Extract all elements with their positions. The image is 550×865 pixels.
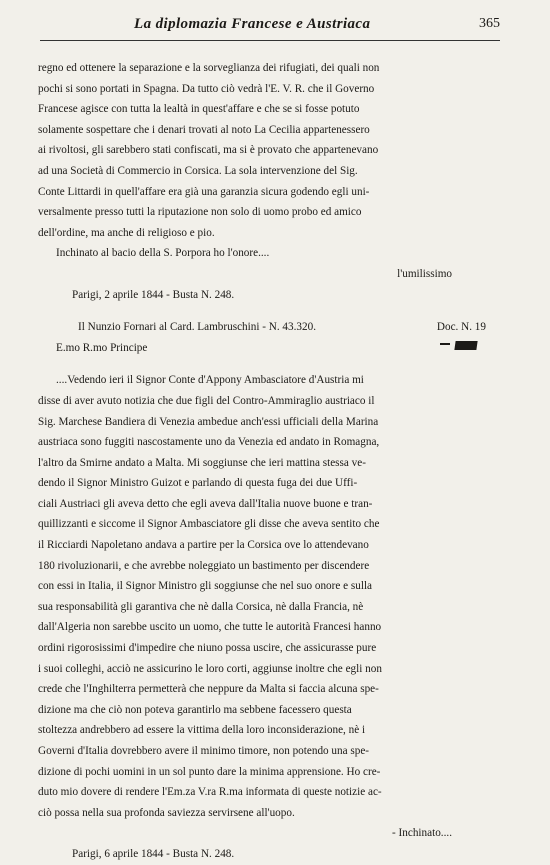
page-number: 365 [479,16,500,31]
text-line: stoltezza andrebbero ad essere la vittima della loro inconsiderazione, nè i [38,724,366,737]
text-line: ad una Società di Commercio in Corsica. La sola intervenzione del Sig. [38,164,358,177]
text-line: Conte Littardi in quell'affare era già una garanzia sicura godendo egli uni- [38,185,370,198]
text-line: con essi in Italia, il Signor Ministro gli soggiunse che nel suo onore e sulla [38,580,373,593]
page-header [40,14,500,41]
text-line: Governi d'Italia dovrebbero avere il minimo timore, non potendo una spe- [38,745,370,757]
text-line: ai rivoltosi, gli sarebbero stati confiscati, ma si è provato che appartenevano [38,144,379,157]
closing-formula: - Inchinato.... [392,827,452,840]
text-line: dall'Algeria non sarebbe uscito un uomo, che tutte le autorità Francesi hanno [38,621,382,634]
text-line: dizione ma che ciò non poteva garantirlo ma sebbene facessero questa [38,703,352,716]
text-line: Sig. Marchese Bandiera di Venezia ambedue anch'essi ufficiali della Marina [38,415,379,428]
text-line: ordini rigorosissimi d'impedire che niuno possa uscire, che assicurasse pure [38,642,377,655]
text-line: ciò possa nella sua profonda saviezza servirsene all'uopo. [38,806,295,819]
paragraph-continuation [38,58,490,243]
text-line: sua responsabilità gli garantiva che nè dalla Corsica, nè dalla Francia, nè [38,600,364,613]
salutation: E.mo R.mo Principe [56,341,148,354]
running-title: La diplomazia Francese e Austriaca [134,16,371,32]
document-sender: Il Nunzio Fornari al Card. Lambruschini - N. 43.320. [78,321,316,334]
text-line: 180 rivoluzionarii, e che avrebbe noleggiato un bastimento per discendere [38,559,370,572]
text-line: austriaca sono fuggiti nascostamente uno da Venezia ed andato in Romagna, [38,436,380,449]
text-line: disse di aver avuto notizia che due figli del Contro-Ammiraglio austriaco il [38,394,375,407]
closing-formula: Inchinato al bacio della S. Porpora ho l'onore.... [56,247,270,260]
text-line: dizione di pochi uomini in un sol punto dare la minima apprensione. Ho cre- [38,765,381,778]
signature: l'umilissimo [397,267,452,280]
text-line: i suoi colleghi, acciò ne assicurino le loro corti, aggiunse inoltre che egli non [38,662,382,675]
text-line: ....Vedendo ieri il Signor Conte d'Appony Ambasciatore d'Austria mi [56,374,364,387]
letter-body [38,370,490,823]
text-line: dell'ordine, ma anche di religioso e pio. [38,226,215,239]
text-line: quillizzanti e siccome il Signor Ambasciatore gli disse che aveva sentito che [38,518,380,531]
source-citation: Parigi, 2 aprile 1844 - Busta N. 248. [72,288,235,301]
text-line: l'altro da Smirne andato a Malta. Mi soggiunse che ieri mattina stessa ve- [38,456,366,469]
text-line: pochi si sono portati in Spagna. Da tutto ciò vedrà l'E. V. R. che il Governo [38,82,375,95]
text-line: regno ed ottenere la separazione e la sorveglianza dei rifugiati, dei quali non [38,62,380,74]
body-text [38,58,490,865]
text-line: ciali Austriaci gli aveva detto che egli aveva dall'Italia nuove buone e tran- [38,497,373,510]
text-line: versalmente presso tutti la riputazione non solo di uomo probo ed amico [38,206,362,219]
text-line: solamente sospettare che i denari trovati al noto La Cecilia appartenessero [38,123,370,136]
text-line: il Ricciardi Napoletano andava a partire per la Corsica ove lo attendevano [38,539,369,552]
document-number: Doc. N. 19 [436,321,486,334]
ink-stroke-mark [440,343,450,345]
ink-blot-mark [454,341,477,350]
text-line: duto mio dovere di rendere l'Em.za V.ra R.ma informata di queste notizie ac- [38,786,382,799]
source-citation: Parigi, 6 aprile 1844 - Busta N. 248. [72,847,235,860]
text-line: dendo il Signor Ministro Guizot e parlando di questa fuga dei due Uffi- [38,477,358,490]
text-line: crede che l'Inghilterra permetterà che neppure da Malta si faccia alcuna spe- [38,683,379,696]
text-line: Francese agisce con tutta la lealtà in quest'affare e che se si fosse potuto [38,103,360,116]
document-heading [38,317,490,338]
